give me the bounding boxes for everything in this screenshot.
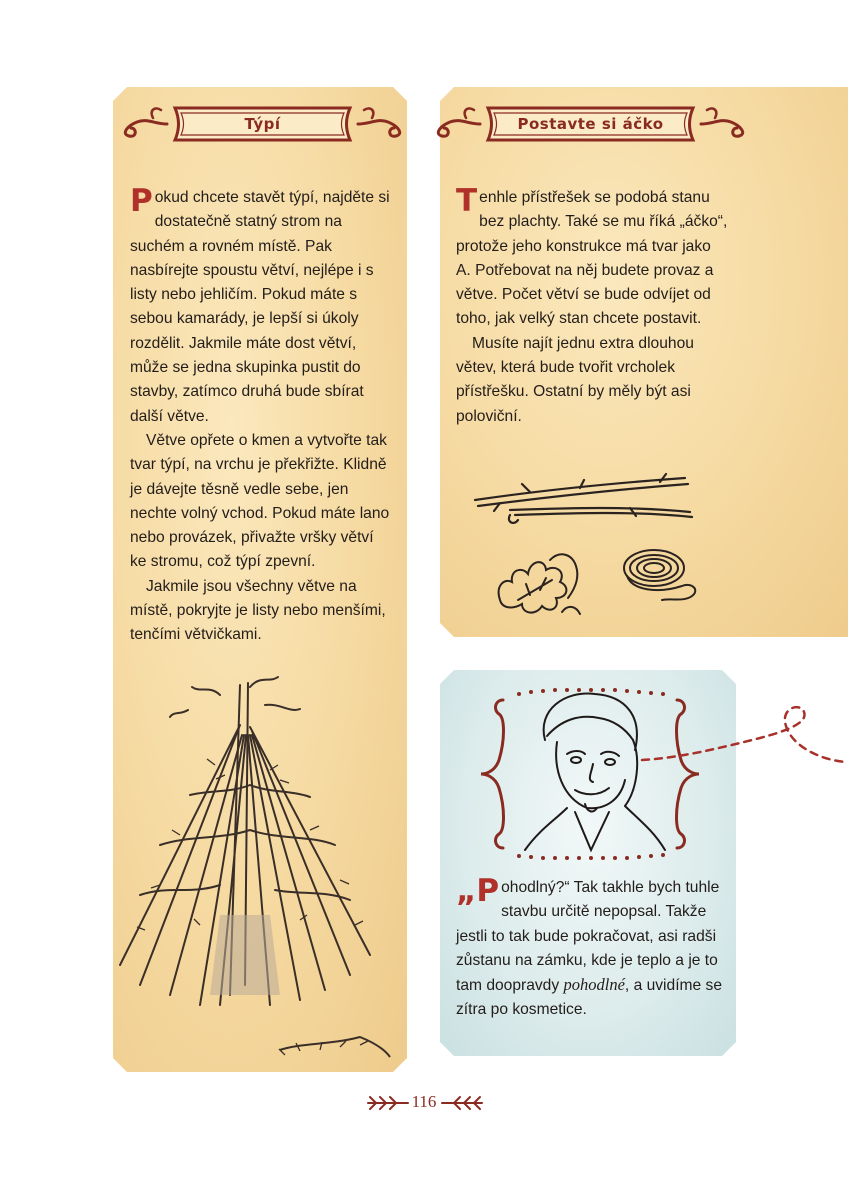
leaf-illustration: [490, 540, 585, 620]
quote-drop-cap: „P: [456, 873, 500, 909]
tipi-title: Týpí: [244, 115, 281, 133]
sticks-illustration: [470, 470, 700, 530]
a-frame-title: Postavte si áčko: [517, 115, 664, 133]
tipi-paragraph-3: Jakmile jsou všechny větve na místě, pokryjte je listy nebo menšími, tenčími větvičkami.: [130, 577, 386, 644]
tipi-paragraph-1: [130, 183, 392, 429]
tipi-paragraph-2: Větve opřete o kmen a vytvořte tak tvar týpí, na vrchu je překřižte. Klidně je dávejte těsně vedle sebe, jen nechte volný vchod. Pokud máte lano nebo provázek, přivažte vršky větví ke stromu, což týpí zpevní.: [130, 431, 390, 571]
a-frame-paragraph-2: Musíte najít jednu extra dlouhou větev, která bude tvořit vrcholek přístřešku. Ostatní by měly být asi poloviční.: [456, 334, 694, 425]
a-frame-paragraph-1-text: enhle přístřešek se podobá stanu bez plachty. Také se mu říká „áčko“, protože jeho konstrukce má tvar jako A. Potřebovat na něj budete provaz a větve. Počet větví se bude odvíjet od toho, jak velký stan chcete postavit.: [456, 189, 728, 328]
tipi-drop-cap: P: [130, 183, 153, 219]
tipi-title-banner: [115, 100, 410, 148]
tipi-paragraph-1-text: okud chcete stavět týpí, najděte si dostatečně statný strom na suchém a rovném místě. Pak nasbírejte spoustu větví, nejlépe i s listy nebo jehličím. Pokud máte s sebou kamarády, je lepší si úkoly rozdělit. Jakmile máte dost větví, může se jedna skupinka pustit do stavby, zatímco druhá bude sbírat další větve.: [130, 189, 390, 425]
a-frame-title-banner: [433, 100, 748, 148]
page-number-ornament-right-icon: [440, 1093, 484, 1113]
a-frame-drop-cap: T: [456, 183, 478, 219]
quote-text-after: , a uvidíme se zítra po kosmetice.: [456, 977, 722, 1019]
tipi-illustration: [100, 665, 400, 1085]
quote-text-before: ohodlný?“ Tak takhle bych tuhle stavbu určitě nepopsal. Takže jestli to tak bude pokračovat, asi radši zůstanu na zámku, kde je teplo a je to tam doopravdy: [456, 879, 720, 995]
a-frame-instructions: [456, 183, 728, 429]
a-frame-paragraph-1: [456, 183, 728, 332]
dashed-swirl-icon: [640, 700, 848, 790]
quote-text: [456, 873, 728, 1023]
tipi-instructions: [130, 183, 392, 648]
rope-illustration: [612, 540, 707, 610]
quote-emphasis: pohodlné: [563, 975, 625, 995]
quote-paragraph: [456, 873, 728, 1023]
page-number: 116: [411, 1092, 437, 1111]
opening-quote-mark: „: [456, 873, 477, 909]
